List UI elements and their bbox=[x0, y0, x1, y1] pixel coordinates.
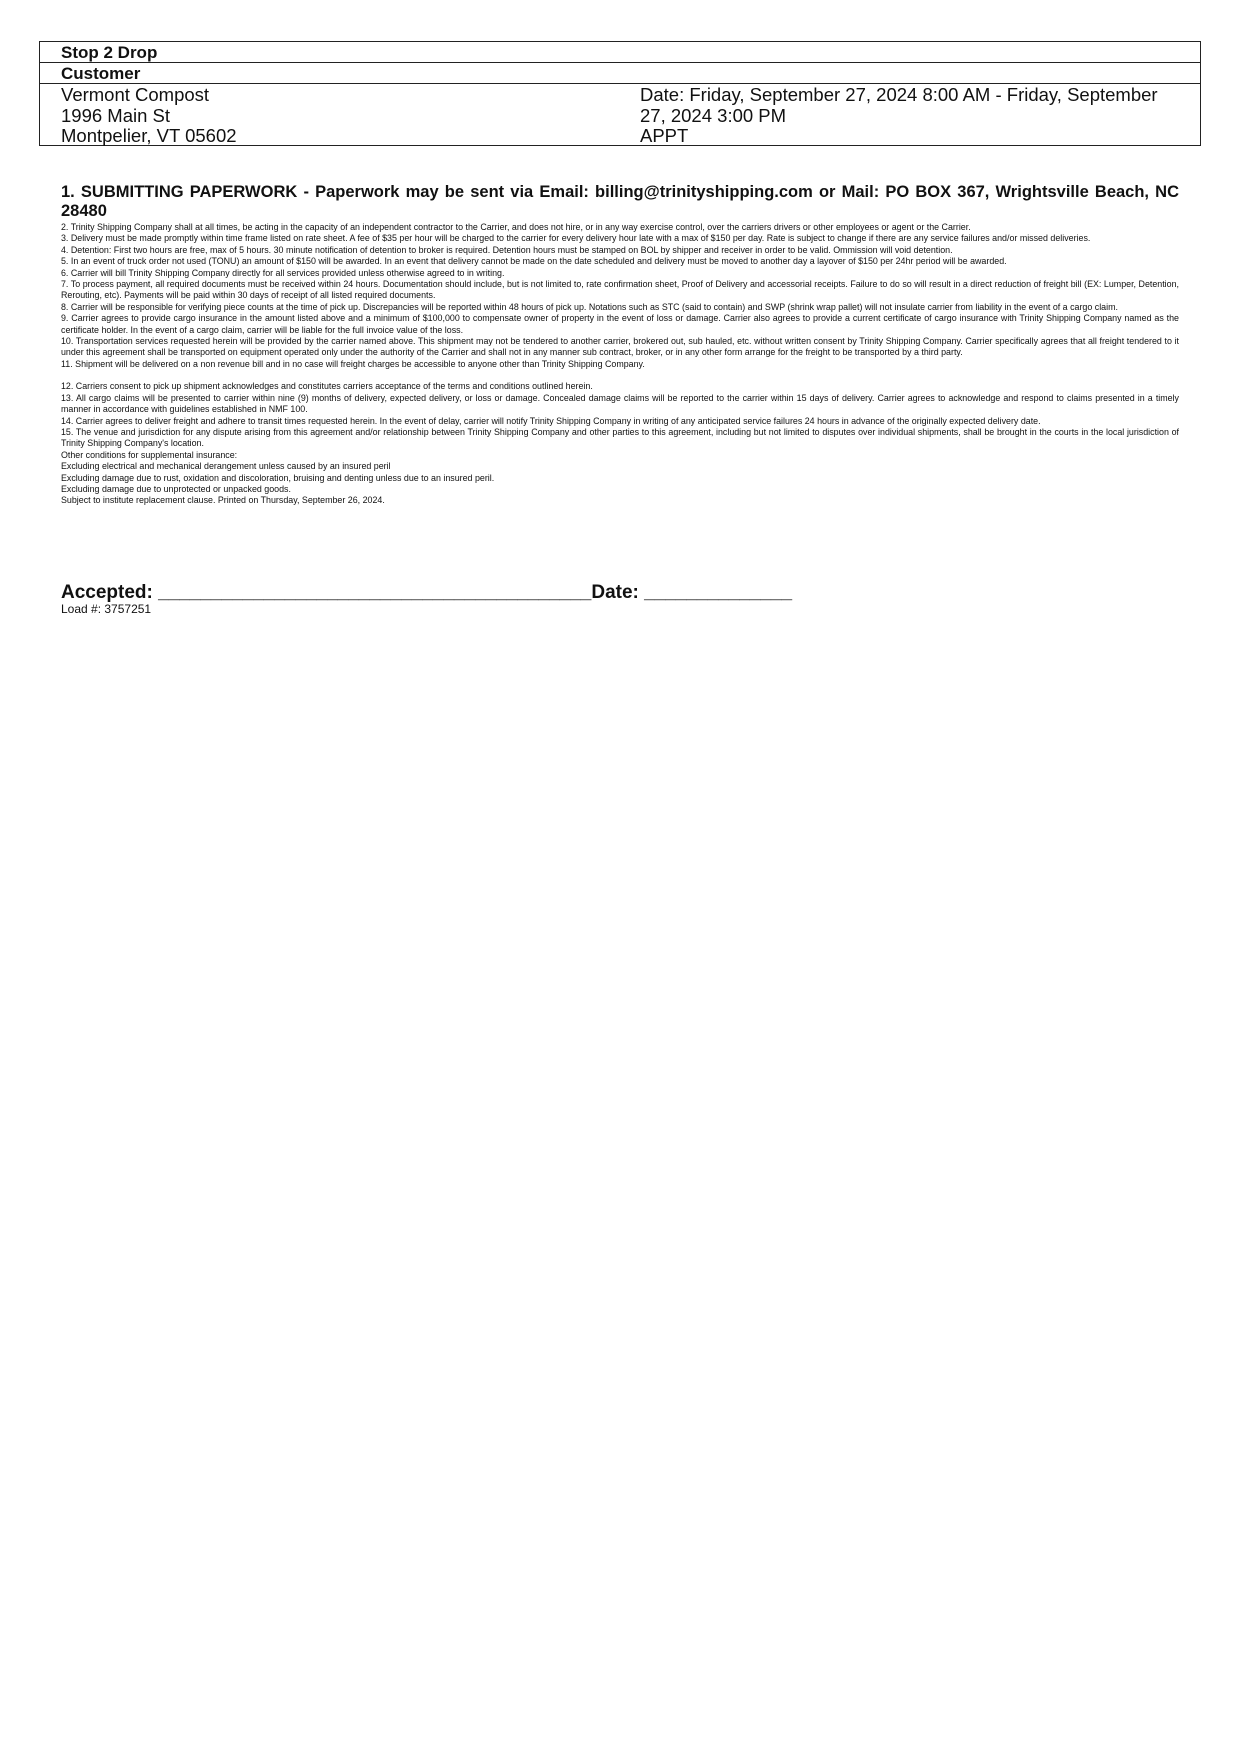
stop-box bbox=[39, 41, 1201, 146]
term-item: 2. Trinity Shipping Company shall at all times, be acting in the capacity of an independent contractor to the Carrier, and does not hire, or in any way exercise control, over the carriers drivers or other employees or agent or the Carrier. bbox=[61, 222, 971, 232]
term-item: 15. The venue and jurisdiction for any dispute arising from this agreement and/or relationship between Trinity Shipping Company and other parties to this agreement, including but not limited to disputes over individual shipments, shall be brought in the courts in the local jurisdiction of Trinity Shipping Company's location. bbox=[61, 426, 1179, 449]
term-item: 6. Carrier will bill Trinity Shipping Company directly for all services provided unless otherwise agreed to in writing. bbox=[61, 267, 505, 278]
appointment-type: APPT bbox=[640, 125, 689, 146]
term-item: 3. Delivery must be made promptly within time frame listed on rate sheet. A fee of $35 per hour will be charged to the carrier for every delivery hour late with a max of $150 per day. Rate is subject to change if there are any service failures and/or missed deliveries. bbox=[61, 233, 1091, 244]
customer-name: Vermont Compost bbox=[61, 84, 210, 105]
term-item: 8. Carrier will be responsible for verifying piece counts at the time of pick up. Discrepancies will be reported within 48 hours of pick up. Notations such as STC (said to contain) and SWP (shrink wrap pallet) will not insulate carrier from liability in the event of a cargo claim. bbox=[61, 301, 1118, 312]
term-item: 11. Shipment will be delivered on a non revenue bill and in no case will freight charges be accessible to anyone other than Trinity Shipping Company. bbox=[61, 358, 645, 369]
replacement-clause: Subject to institute replacement clause. Printed on Thursday, September 26, 2024. bbox=[61, 495, 385, 506]
term-item: 10. Transportation services requested herein will be provided by the carrier named above. This shipment may not be tendered to another carrier, brokered out, sub hauled, etc. without written consent by Trinity Shipping Company. Carrier specifically agrees that all freight tendered to it under this agreement shall be transported on equipment operated only under the authority of the Carrier and shall not in any manner sub contract, broker, or in any other form arrange for the freight to be transported by a third party. bbox=[61, 336, 1179, 358]
insurance-conditions-heading: Other conditions for supplemental insurance: bbox=[61, 449, 238, 460]
appointment-info bbox=[640, 84, 1200, 145]
customer-street: 1996 Main St bbox=[61, 104, 171, 126]
insurance-exclusion: Excluding damage due to rust, oxidation and discoloration, bruising and denting unless due to an insured peril. bbox=[61, 472, 495, 483]
term-item: 7. To process payment, all required documents must be received within 24 hours. Documentation should include, but is not limited to, rate confirmation sheet, Proof of Delivery and accessorial receipts. Failure to do so will result in a direct reduction of freight bill (EX: Lumper, Detention, Rerouting, etc). Payments will be paid within 30 days of receipt of all listed required documents. bbox=[61, 279, 1179, 301]
customer-city: Montpelier, VT 05602 bbox=[61, 125, 237, 146]
term-submitting-paperwork: 1. SUBMITTING PAPERWORK - Paperwork may be sent via Email: billing@trinityshipping.com or Mail: PO BOX 367, Wrightsville Beach, NC 28480 bbox=[61, 183, 1179, 220]
term-item: 4. Detention: First two hours are free, max of 5 hours. 30 minute notification of detention to broker is required. Detention hours must be stamped on BOL by shipper and receiver in order to be valid. Ommission will void detention. bbox=[61, 244, 953, 255]
term-item: 9. Carrier agrees to provide cargo insurance in the amount listed above and a minimum of $100,000 to compensate owner of property in the event of loss or damage. Carrier also agrees to provide a current certificate of cargo insurance with Trinity Shipping Company named as the certificate holder. In the event of a cargo claim, carrier will be liable for the full invoice value of the loss. bbox=[61, 313, 1179, 335]
term-item: 5. In an event of truck order not used (TONU) an amount of $150 will be awarded. In an event that delivery cannot be made on the date scheduled and delivery must be moved to another day a layover of $150 per 24hr period will be awarded. bbox=[61, 256, 1007, 267]
insurance-exclusion: Excluding electrical and mechanical derangement unless caused by an insured peril bbox=[61, 461, 391, 472]
term-item: 14. Carrier agrees to deliver freight and adhere to transit times requested herein. In the event of delay, carrier will notify Trinity Shipping Company in writing of any anticipated service failures 24 hours in advance of the originally expected delivery date. bbox=[61, 415, 1041, 426]
term-item: 12. Carriers consent to pick up shipment acknowledges and constitutes carriers acceptance of the terms and conditions outlined herein. bbox=[61, 381, 593, 392]
terms-and-conditions bbox=[61, 183, 1179, 507]
stop-header: Stop 2 Drop bbox=[40, 42, 1200, 63]
accepted-signature-line: Accepted: _________________________________________Date: ______________ bbox=[61, 582, 793, 603]
appointment-date-line2: 27, 2024 3:00 PM bbox=[640, 104, 787, 126]
customer-header: Customer bbox=[40, 63, 1200, 84]
appointment-date-line1: Date: Friday, September 27, 2024 8:00 AM - Friday, September bbox=[640, 84, 1158, 105]
load-number: Load #: 3757251 bbox=[61, 602, 152, 616]
terms-spacer bbox=[61, 370, 1179, 381]
insurance-exclusion: Excluding damage due to unprotected or unpacked goods. bbox=[61, 483, 291, 494]
stop-details bbox=[40, 84, 1200, 145]
term-item: 13. All cargo claims will be presented to carrier within nine (9) months of delivery, expected delivery, or loss or damage. Concealed damage claims will be reported to the carrier within 15 days of delivery. Carrier agrees to acknowledge and respond to claims presented in a timely manner in accordance with guidelines established in NMF 100. bbox=[61, 392, 1179, 415]
customer-address bbox=[61, 84, 640, 145]
